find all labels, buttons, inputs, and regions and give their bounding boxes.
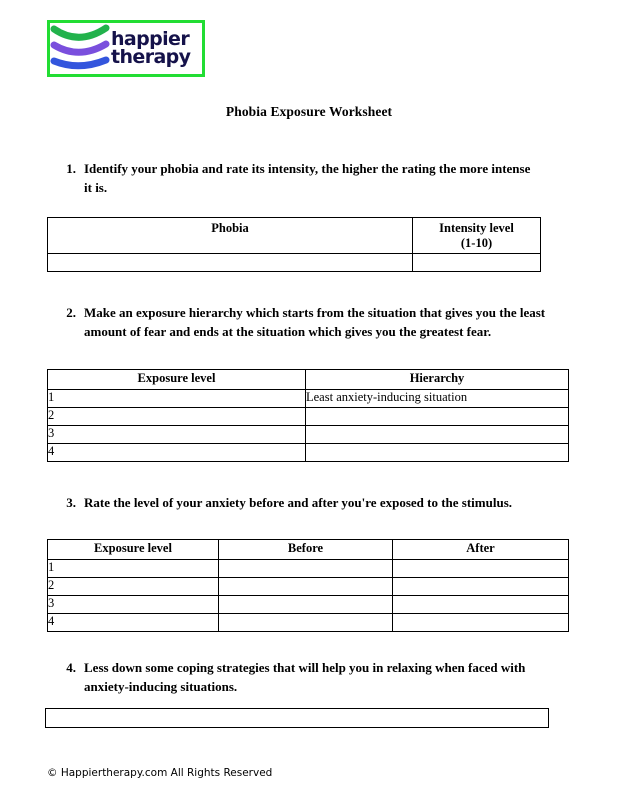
anxiety-rating-table	[47, 539, 569, 632]
cell-rating-level-4: 4	[48, 614, 219, 632]
cell-after-3[interactable]	[393, 596, 569, 614]
logo-wordmark	[111, 27, 202, 68]
cell-hierarchy-4[interactable]	[306, 444, 569, 462]
table-header-row	[48, 540, 569, 560]
instruction-text-2: Make an exposure hierarchy which starts from the situation that gives you the least amount of fear and ends at the situation which gives you the greatest fear.	[84, 305, 546, 339]
cell-rating-level-3: 3	[48, 596, 219, 614]
cell-after-2[interactable]	[393, 578, 569, 596]
table-row	[48, 426, 569, 444]
cell-before-3[interactable]	[219, 596, 393, 614]
table-row	[48, 390, 569, 408]
cell-exposure-level-2: 2	[48, 408, 306, 426]
instruction-text-3: Rate the level of your anxiety before and after you're exposed to the stimulus.	[84, 495, 512, 510]
coping-strategies-answer-box[interactable]	[45, 708, 549, 728]
column-header-intensity-level	[413, 218, 541, 254]
logo-text-line1: happier	[111, 27, 190, 50]
brand-logo	[47, 20, 205, 77]
instruction-number-1: 1.	[66, 161, 76, 176]
exposure-hierarchy-table	[47, 369, 569, 462]
instruction-text-1: Identify your phobia and rate its intensity, the higher the rating the more intense it is.	[84, 161, 531, 195]
cell-hierarchy-1[interactable]: Least anxiety-inducing situation	[306, 390, 569, 408]
column-header-exposure-level: Exposure level	[48, 370, 306, 390]
table-row	[48, 254, 541, 272]
logo-wave-mark	[50, 23, 112, 74]
table-row	[48, 596, 569, 614]
copyright-footer: © Happiertherapy.com All Rights Reserved	[47, 767, 273, 779]
purple-wave-bar	[54, 44, 106, 52]
blue-wave-bar	[54, 60, 106, 66]
cell-rating-level-2: 2	[48, 578, 219, 596]
instruction-item-3	[62, 494, 548, 513]
logo-text-line2: therapy	[111, 45, 191, 68]
column-header-phobia: Phobia	[48, 218, 413, 254]
phobia-intensity-table	[47, 217, 541, 272]
table-row	[48, 614, 569, 632]
table-row	[48, 408, 569, 426]
cell-before-2[interactable]	[219, 578, 393, 596]
table-row	[48, 578, 569, 596]
cell-hierarchy-3[interactable]	[306, 426, 569, 444]
cell-exposure-level-1: 1	[48, 390, 306, 408]
cell-phobia-input[interactable]	[48, 254, 413, 272]
instruction-item-1	[62, 160, 540, 198]
cell-exposure-level-4: 4	[48, 444, 306, 462]
cell-after-4[interactable]	[393, 614, 569, 632]
cell-after-1[interactable]	[393, 560, 569, 578]
column-header-after: After	[393, 540, 569, 560]
intensity-header-line2: (1-10)	[460, 236, 493, 250]
cell-before-1[interactable]	[219, 560, 393, 578]
cell-rating-level-1: 1	[48, 560, 219, 578]
instruction-number-3: 3.	[66, 495, 76, 510]
instruction-number-2: 2.	[66, 305, 76, 320]
column-header-before: Before	[219, 540, 393, 560]
instruction-item-4	[62, 659, 548, 697]
cell-intensity-input[interactable]	[413, 254, 541, 272]
intensity-header-line1: Intensity level	[439, 221, 514, 235]
table-row	[48, 444, 569, 462]
table-row	[48, 560, 569, 578]
cell-before-4[interactable]	[219, 614, 393, 632]
green-wave-bar	[54, 28, 106, 37]
column-header-hierarchy: Hierarchy	[306, 370, 569, 390]
page-title: Phobia Exposure Worksheet	[225, 104, 393, 119]
column-header-exposure-level: Exposure level	[48, 540, 219, 560]
cell-exposure-level-3: 3	[48, 426, 306, 444]
instruction-item-2	[62, 304, 562, 342]
instruction-number-4: 4.	[66, 660, 76, 675]
table-header-row	[48, 218, 541, 254]
table-header-row	[48, 370, 569, 390]
instruction-text-4: Less down some coping strategies that will help you in relaxing when faced with anxiety-inducing situations.	[84, 660, 526, 694]
cell-hierarchy-2[interactable]	[306, 408, 569, 426]
